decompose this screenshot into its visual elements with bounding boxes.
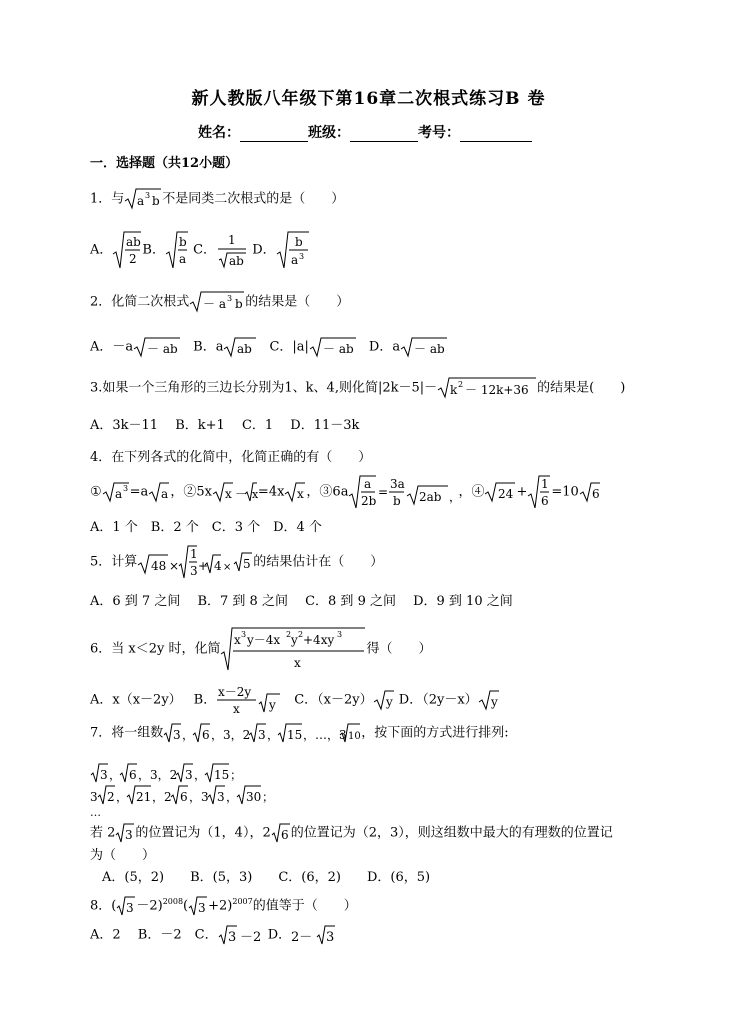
svg-text:，: ， (116, 790, 129, 804)
sqrt-ab-over-2 (112, 230, 142, 270)
svg-text:，: ， (267, 728, 280, 742)
frac-x-2y-over-x-sqrt-y (216, 682, 282, 718)
svg-text:3: 3 (227, 930, 236, 945)
svg-text:10: 10 (348, 731, 362, 742)
sqrt-a3 (102, 481, 130, 503)
arrangement-row-2 (90, 784, 300, 806)
svg-text:－ ab: － ab (322, 342, 354, 356)
svg-text:6: 6 (202, 728, 210, 742)
svg-text:3: 3 (185, 768, 193, 782)
svg-text:2: 2 (286, 630, 292, 639)
svg-text:3: 3 (126, 900, 134, 915)
svg-text:1: 1 (541, 477, 550, 491)
svg-text:15: 15 (287, 728, 303, 742)
sqrt-6 (579, 481, 601, 503)
question-5-options: A．6 到 7 之间 B．7 到 8 之间 C．8 到 9 之间 D．9 到 10 之间 (90, 594, 513, 609)
svg-text:，2: ，2 (152, 790, 172, 804)
svg-text:－ 12k+36: － 12k+36 (465, 383, 529, 397)
svg-text:y: y (490, 695, 498, 709)
svg-text:6: 6 (180, 790, 188, 804)
svg-text:a: a (114, 487, 122, 501)
question-8-options: A．2 B．－2 C． 3 －2 D． 2－ 3 (90, 924, 339, 946)
svg-text:15: 15 (214, 768, 230, 782)
svg-text:3: 3 (258, 728, 266, 742)
name-label: 姓名： (198, 125, 240, 141)
svg-text:3: 3 (100, 768, 108, 782)
question-5-stem: 5．计算 48 × 1 3 + 4 × 5 的结果估计在（ ） (90, 544, 383, 581)
svg-text:3a: 3a (390, 477, 406, 491)
svg-text:a: a (364, 477, 372, 491)
name-blank[interactable] (240, 127, 308, 142)
section-heading: 一．选择题（共12小题） (90, 156, 239, 171)
svg-text:，3，2: ，3，2 (138, 768, 178, 782)
svg-text:×: × (169, 559, 180, 573)
svg-text:4: 4 (214, 559, 222, 573)
sqrt-24 (484, 481, 516, 503)
svg-text:，: ， (449, 490, 462, 504)
svg-text:a: a (290, 253, 298, 267)
svg-text:，: ， (182, 728, 195, 742)
svg-text:y: y (385, 695, 393, 709)
svg-text:－ ab: － ab (414, 342, 445, 356)
sqrt-6 (271, 822, 291, 844)
svg-text:3: 3 (122, 484, 128, 493)
student-info-line (198, 122, 532, 142)
svg-text:3: 3 (337, 630, 343, 639)
sqrt-3 (188, 895, 208, 917)
svg-text:－: － (234, 487, 247, 501)
svg-text:1: 1 (190, 547, 198, 561)
question-2-stem: 2．化简二次根式 － a 3 b 的结果是（ ） (90, 290, 349, 314)
svg-text:30: 30 (246, 790, 262, 804)
svg-text:2: 2 (458, 380, 464, 389)
sqrt-poly-over-x (220, 626, 366, 672)
svg-text:3: 3 (173, 728, 181, 742)
question-4-options: A．1 个 B．2 个 C．3 个 D．4 个 (90, 520, 322, 535)
svg-text:，: ， (226, 790, 239, 804)
number-list (163, 722, 361, 744)
svg-text:21: 21 (136, 790, 152, 804)
svg-text:x: x (233, 702, 241, 716)
svg-text:y: y (269, 698, 277, 712)
svg-text:×: × (223, 562, 232, 573)
svg-text:；: ； (230, 768, 243, 782)
svg-text:3: 3 (298, 252, 304, 261)
svg-text:a: a (161, 487, 169, 501)
sqrt-a (148, 481, 170, 503)
sqrt-b-over-a (165, 230, 189, 270)
number-blank[interactable] (460, 127, 532, 142)
svg-text:3: 3 (241, 630, 247, 639)
sqrt48-times-sqrt-third-plus-sqrt4-times-sqrt5 (137, 544, 233, 580)
question-4-stem: 4．在下列各式的化简中，化简正确的有（ ） (90, 450, 372, 465)
question-1-options: A． ab 2 B． b a C． 1 ab D． b a 3 (90, 230, 310, 271)
sqrt-a3b (124, 187, 162, 211)
svg-text:a: a (178, 252, 187, 266)
sqrt-ab (223, 336, 257, 358)
svg-text:x－2y: x－2y (218, 685, 252, 699)
sqrt-3 (116, 895, 136, 917)
svg-text:2: 2 (107, 790, 115, 804)
sqrt-5 (233, 551, 253, 573)
class-blank[interactable] (350, 127, 418, 142)
svg-text:2－: 2－ (291, 930, 313, 945)
sqrt-neg-a3b (189, 290, 245, 314)
svg-text:3: 3 (190, 564, 198, 578)
svg-text:5: 5 (243, 557, 251, 571)
svg-text:3: 3 (90, 790, 98, 804)
question-1-stem: 1．与 a 3 b 不是同类二次根式的是（ ） (90, 187, 344, 211)
sqrt-neg-ab (309, 336, 357, 358)
svg-text:1: 1 (228, 233, 236, 247)
svg-text:b: b (152, 194, 160, 208)
sqrt3-minus-2 (218, 924, 264, 946)
svg-text:ab: ab (229, 254, 244, 268)
svg-text:x: x (297, 487, 305, 501)
svg-text:+4xy: +4xy (303, 633, 335, 647)
svg-text:ab: ab (237, 342, 253, 356)
svg-text:b: b (393, 494, 402, 508)
svg-text:3: 3 (198, 900, 206, 915)
sqrt-3 (115, 822, 135, 844)
page-title: 新人教版八年级下第16章二次根式练习B 卷 (191, 89, 546, 109)
svg-text:24: 24 (498, 487, 514, 501)
question-3-options: A．3k－11 B．k+1 C．1 D．11－3k (90, 418, 360, 433)
svg-text:2: 2 (129, 252, 138, 266)
sqrt-x (284, 481, 306, 503)
question-6-options: A．x（x－2y） B． x－2y x y C．（x－2y） y D．（2y－x） y (90, 682, 500, 719)
sqrt-x-minus-sqrt-x (212, 481, 258, 503)
sqrt-y (373, 689, 395, 711)
question-3-stem: 3.如果一个三角形的三边长分别为1、k、4,则化简|2k－5|－ k 2 － 12k+36 的结果是( ) (90, 376, 625, 400)
svg-text:2b: 2b (361, 494, 377, 508)
svg-text:+: + (198, 559, 209, 573)
svg-text:b: b (294, 235, 303, 249)
svg-text:，3: ，3 (189, 790, 209, 804)
svg-text:；: ； (262, 790, 275, 804)
svg-text:x: x (234, 633, 242, 647)
sqrt-neg-ab (133, 336, 181, 358)
svg-text:y: y (291, 633, 299, 647)
question-6-stem: 6．当 x＜2y 时，化简 x 3 y－4x 2 y 2 +4xy 3 x 得（ ） (90, 626, 432, 673)
svg-text:k: k (450, 383, 458, 397)
two-minus-sqrt3 (291, 924, 339, 946)
one-over-sqrt-ab (216, 230, 248, 270)
svg-text:3: 3 (227, 294, 233, 303)
svg-text:－ a: － a (203, 297, 227, 311)
arrangement-ellipsis: … (90, 806, 101, 819)
svg-text:6: 6 (280, 828, 289, 842)
svg-text:，…，3: ，…，3 (303, 728, 347, 742)
question-7-condition-end: 为（ ） (90, 848, 156, 863)
sqrt-neg-ab (400, 336, 448, 358)
svg-text:6: 6 (591, 487, 600, 501)
svg-text:b: b (178, 235, 187, 249)
svg-text:x: x (251, 488, 259, 501)
svg-text:2: 2 (298, 630, 304, 639)
question-7-options: A．(5，2) B．(5，3) C．(6，2) D．(6，5) (102, 870, 431, 885)
svg-text:y－4x: y－4x (247, 633, 281, 647)
svg-text:6: 6 (129, 768, 137, 782)
svg-text:，: ， (194, 768, 207, 782)
svg-text:，: ， (109, 768, 122, 782)
question-4-items: ① a 3 =a a ，②5x x － x =4x x ，③6a a 2b = 3a b 2ab ， ，④ 24 + 1 6 =10 6 (90, 474, 601, 511)
svg-text:b: b (235, 297, 243, 311)
svg-text:－2: －2 (239, 930, 261, 945)
svg-text:48: 48 (151, 559, 167, 573)
sqrt-y (478, 689, 500, 711)
arrangement-row-1 (90, 762, 270, 784)
svg-text:6: 6 (541, 494, 550, 508)
svg-text:ab: ab (126, 235, 142, 249)
sqrt-a-over-2b-eq (348, 474, 462, 510)
question-8-stem: 8．( 3 －2)$^{2008}$( 3 +2)$^{2007}$的值等于（ ） (90, 892, 357, 917)
sqrt-b-over-a3 (276, 230, 310, 270)
svg-text:，3，2: ，3，2 (211, 728, 251, 742)
class-label: 班级： (308, 125, 350, 141)
svg-text:3: 3 (217, 790, 225, 804)
svg-text:3: 3 (326, 930, 335, 945)
svg-text:3: 3 (125, 828, 134, 842)
question-2-options: A．－a － ab B．a ab C．|a| － ab D．a － ab (90, 336, 448, 358)
svg-text:x: x (224, 487, 232, 501)
sqrt-k2-12k-36 (437, 376, 537, 400)
question-7-condition: 若 2 3 的位置记为（1，4），2 6 的位置记为（2，3），则这组数中最大的有理数的位置记 (90, 822, 613, 844)
svg-text:a: a (137, 194, 145, 208)
svg-text:x: x (294, 656, 302, 670)
question-7-stem: 7．将一组数 3 ， 6 ，3，2 3 ， 15 ，…，3 10 ，按下面的方式进行排列: (90, 722, 509, 744)
svg-text:=: = (378, 485, 389, 499)
svg-text:－ ab: － ab (147, 342, 178, 356)
svg-text:3: 3 (145, 191, 151, 200)
svg-text:2ab: 2ab (419, 490, 442, 504)
number-label: 考号： (418, 125, 460, 141)
sqrt-one-sixth (527, 474, 551, 510)
